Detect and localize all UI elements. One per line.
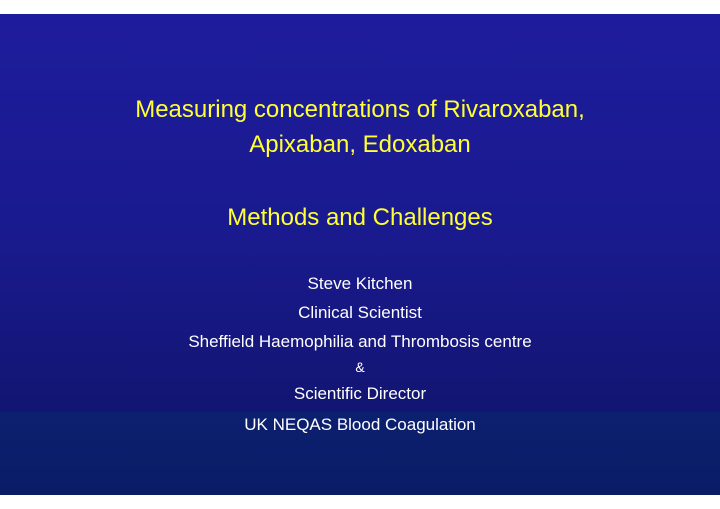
title-line-1: Measuring concentrations of Rivaroxaban,	[135, 96, 585, 123]
author-affiliation: Sheffield Haemophilia and Thrombosis centre	[188, 332, 532, 351]
author-affiliation-2: UK NEQAS Blood Coagulation	[244, 415, 476, 434]
author-connector: &	[355, 359, 365, 375]
slide-title	[0, 92, 720, 162]
title-line-2: Apixaban, Edoxaban	[249, 131, 471, 158]
slide-subtitle: Methods and Challenges	[227, 204, 493, 231]
author-role: Clinical Scientist	[298, 303, 422, 322]
author-role-2: Scientific Director	[293, 384, 427, 403]
author-block	[0, 269, 720, 439]
author-name: Steve Kitchen	[307, 274, 413, 293]
slide	[0, 14, 720, 495]
